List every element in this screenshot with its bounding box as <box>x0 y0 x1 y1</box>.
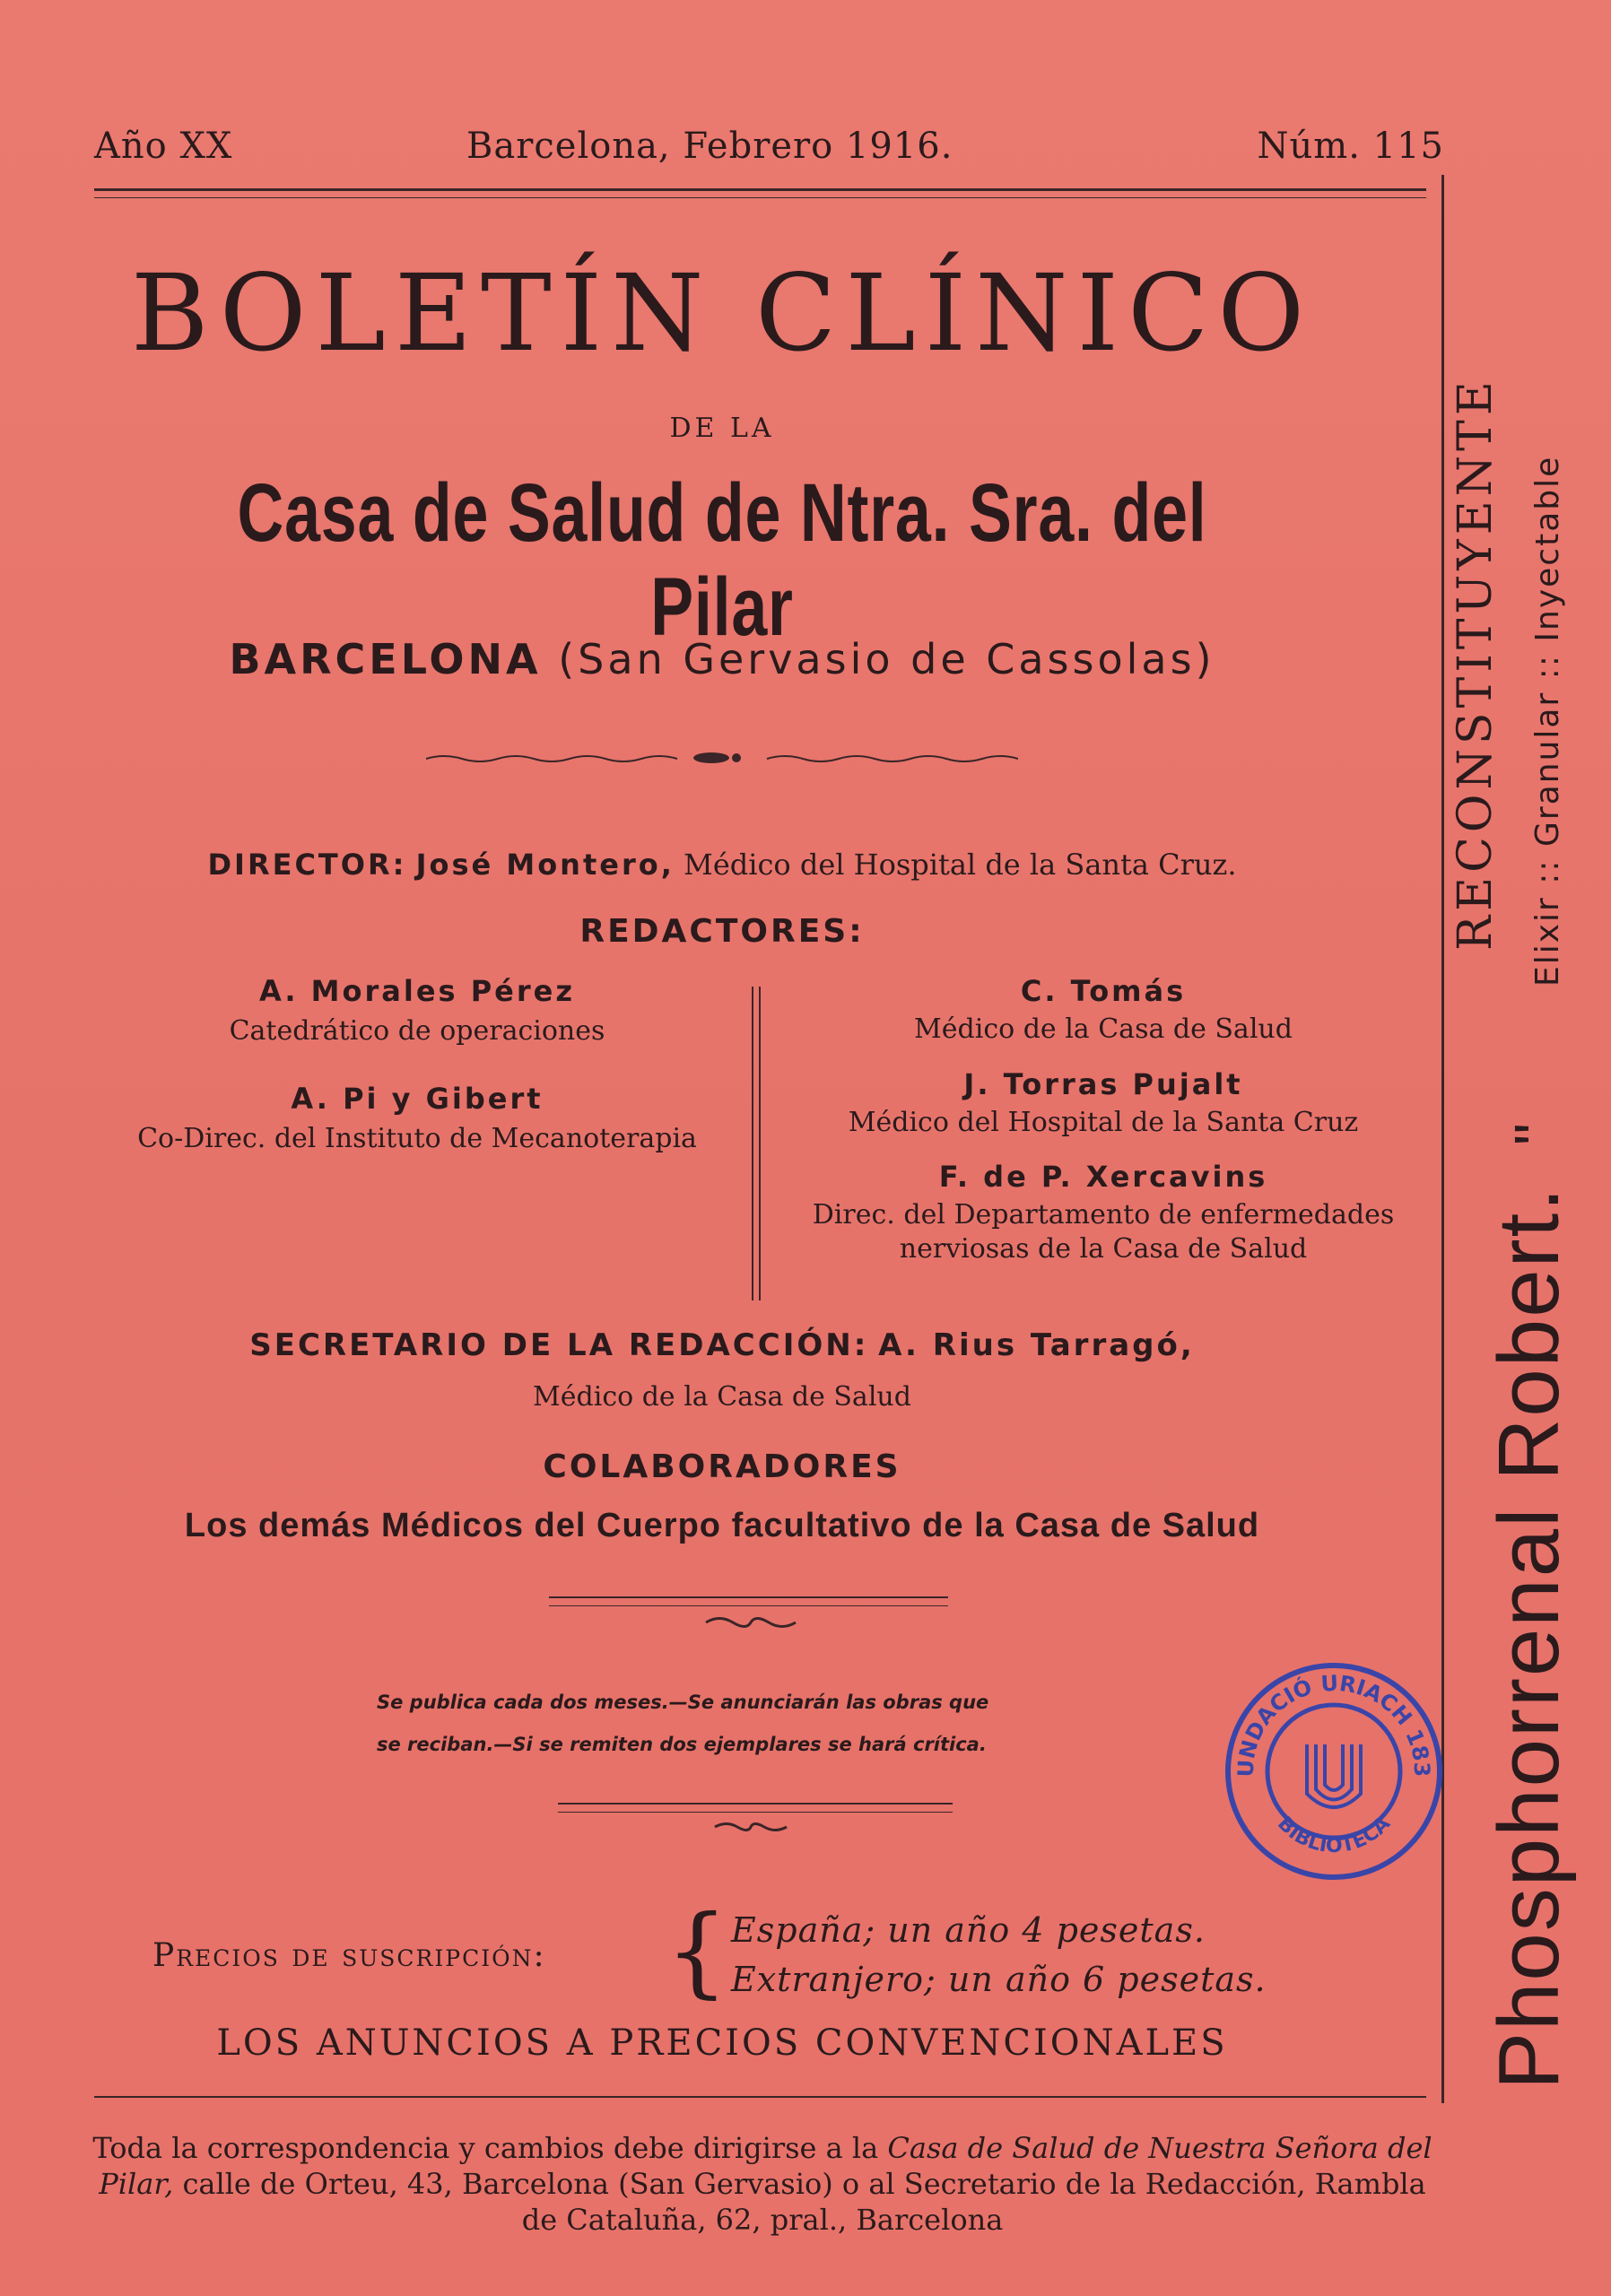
redactor-role: Médico del Hospital de la Santa Cruz <box>848 1106 1359 1138</box>
redactor-name: A. Morales Pérez <box>259 974 575 1008</box>
place-date: Barcelona, Febrero 1916. <box>466 126 954 167</box>
redactores-right-column <box>771 973 1435 1265</box>
secretario-role: Médico de la Casa de Salud <box>533 1381 911 1413</box>
masthead-row <box>94 126 1444 179</box>
notice-line: se reciban.—Si se remiten dos ejemplares se hará crítica. <box>377 1734 987 1756</box>
ornament-rule <box>558 1803 953 1805</box>
brand-mark: " <box>1502 1123 1572 1145</box>
ornament-scroll <box>701 1613 800 1636</box>
redactor-role: Co-Direc. del Instituto de Mecanoterapia <box>137 1122 697 1154</box>
publication-notice <box>377 1682 1148 1767</box>
redactores-left-column <box>85 973 749 1155</box>
title-connector: DE LA <box>669 413 775 444</box>
issue-number: Núm. 115 <box>1257 126 1444 167</box>
secretario-line <box>94 1327 1350 1363</box>
secretario-label: SECRETARIO DE LA REDACCIÓN: <box>249 1327 869 1363</box>
colaboradores-heading: COLABORADORES <box>543 1448 901 1485</box>
column-divider-a <box>752 987 753 1300</box>
director-line <box>94 848 1350 882</box>
footer-address <box>81 2130 1444 2238</box>
precios-label: Precios de suscripción: <box>152 1937 546 1974</box>
flourish-ornament <box>94 744 1350 774</box>
redactor-name: J. Torras Pujalt <box>963 1066 1243 1101</box>
brand-name: Phosphorrenal Robert. <box>1481 1186 1577 2090</box>
stamp-ring-text: UNDACIÓ URIACH 183 <box>1232 1670 1435 1778</box>
brace-icon: { <box>666 1893 728 2008</box>
redactor-name: A. Pi y Gibert <box>291 1081 544 1116</box>
redactores-heading: REDACTORES: <box>579 913 865 950</box>
notice-line: Se publica cada dos meses.—Se anunciarán las obras que <box>377 1692 989 1713</box>
location-city: BARCELONA <box>229 635 542 683</box>
redactor-name: F. de P. Xercavins <box>938 1160 1268 1194</box>
redactor-name: C. Tomás <box>1020 974 1187 1008</box>
side-ad-forms: Elixir :: Granular :: Inyectable <box>1529 455 1566 987</box>
footer-institution: Casa de Salud de Nuestra Señora del Pilar, <box>99 2131 1432 2201</box>
header-rule-bottom <box>94 197 1426 198</box>
ornament-scroll <box>710 1819 791 1839</box>
ornament-rule <box>549 1605 948 1606</box>
redactor-role-continued: nerviosas de la Casa de Salud <box>899 1232 1308 1265</box>
journal-title: BOLETÍN CLÍNICO <box>130 251 1314 375</box>
reconstituyente-label: RECONSTITUYENTE <box>1449 377 1502 951</box>
ornament-rule <box>558 1812 953 1813</box>
redactor-role: Direc. del Departamento de enfermedades <box>812 1199 1395 1231</box>
redactor-role: Catedrático de operaciones <box>229 1015 605 1047</box>
footer-text: calle de Orteu, 43, Barcelona (San Gervasio) o al Secretario de la Redacción, Rambla de Cataluña, 62, pral., Barcelona <box>182 2167 1426 2237</box>
ornament-rule <box>549 1596 948 1598</box>
side-ad-brand <box>1480 117 1579 2090</box>
stamp-bottom-text: BIBLIOTECA <box>1273 1813 1395 1858</box>
column-divider-b <box>759 987 761 1300</box>
director-role: Médico del Hospital de la Santa Cruz. <box>684 848 1237 882</box>
secretario-name: A. Rius Tarragó, <box>878 1327 1195 1363</box>
director-label: DIRECTOR: <box>207 848 407 882</box>
location-district: (San Gervasio de Cassolas) <box>558 635 1215 683</box>
director-name: José Montero, <box>415 848 675 882</box>
colaboradores-text: Los demás Médicos del Cuerpo facultativo de la Casa de Salud <box>184 1507 1260 1544</box>
precio-extranjero: Extranjero; un año 6 pesetas. <box>731 1960 1267 2000</box>
footer-rule <box>94 2096 1426 2098</box>
library-stamp <box>1222 1659 1446 1883</box>
institution-name: Casa de Salud de Ntra. Sra. del Pilar <box>237 467 1207 653</box>
footer-text: Toda la correspondencia y cambios debe dirigirse a la <box>92 2131 879 2165</box>
location <box>94 635 1350 683</box>
year-label: Año XX <box>94 126 233 167</box>
precio-espana: España; un año 4 pesetas. <box>731 1910 1206 1950</box>
anuncios-line: LOS ANUNCIOS A PRECIOS CONVENCIONALES <box>216 2022 1228 2064</box>
header-rule-top <box>94 188 1426 191</box>
redactor-role: Médico de la Casa de Salud <box>914 1013 1293 1045</box>
precios-list <box>731 1906 1267 2005</box>
